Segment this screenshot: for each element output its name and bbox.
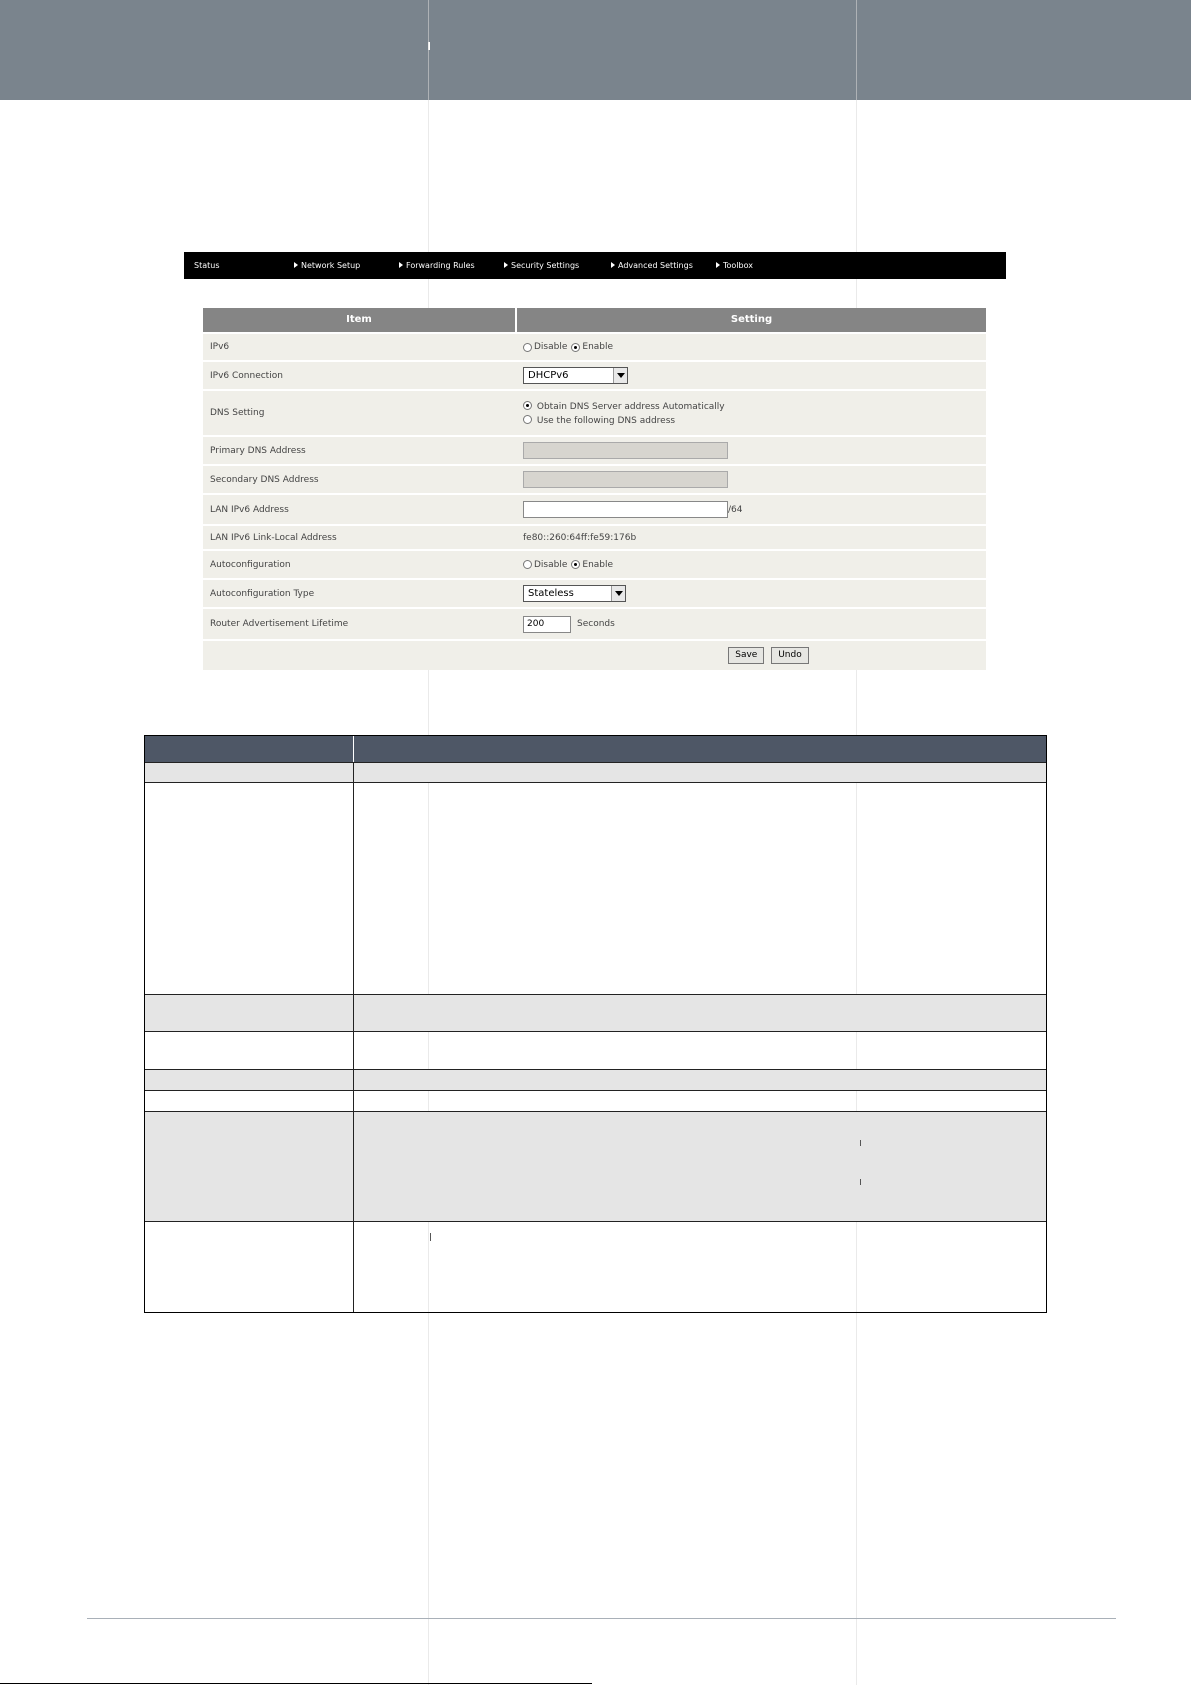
chevron-down-icon (611, 586, 625, 601)
table-row (145, 1032, 1046, 1070)
radio-label: Enable (582, 559, 614, 570)
radio-label: Disable (534, 559, 568, 570)
row-label: IPv6 Connection (210, 370, 283, 381)
radio-label: Obtain DNS Server address Automatically (536, 401, 725, 412)
header-item: Item (346, 314, 372, 325)
nav-item-toolbox[interactable]: Toolbox (716, 252, 753, 279)
row-dns-setting (203, 389, 986, 435)
row-ipv6-connection (203, 360, 986, 389)
nav-item-security-settings[interactable]: Security Settings (504, 252, 579, 279)
settings-table-header (203, 308, 986, 332)
row-ipv6 (203, 332, 986, 360)
triangle-right-icon (294, 262, 298, 268)
footer-rule (87, 1618, 1116, 1619)
nav-item-forwarding-rules[interactable]: Forwarding Rules (399, 252, 475, 279)
text-mark (860, 1140, 861, 1146)
row-label: IPv6 (210, 342, 230, 352)
row-ra-lifetime (203, 607, 986, 639)
nav-item-network-setup[interactable]: Network Setup (294, 252, 360, 279)
row-link-local (203, 524, 986, 549)
row-label: DNS Setting (210, 408, 265, 418)
save-button[interactable]: Save (728, 647, 764, 664)
router-nav-bar (184, 252, 1006, 279)
prefix-suffix: /64 (728, 504, 743, 515)
row-label: Autoconfiguration Type (210, 588, 315, 599)
bottom-rule (0, 1683, 592, 1684)
description-table-header (145, 736, 1046, 763)
table-row (145, 1222, 1046, 1312)
triangle-right-icon (716, 262, 720, 268)
table-row (145, 995, 1046, 1032)
secondary-dns-input[interactable] (523, 471, 728, 488)
row-lan-ipv6-address (203, 493, 986, 524)
radio-label: Use the following DNS address (536, 415, 676, 426)
row-actions (203, 639, 986, 670)
header-band (0, 0, 1191, 100)
ra-lifetime-unit: Seconds (577, 619, 615, 629)
chevron-down-icon (613, 368, 627, 383)
ra-lifetime-input[interactable]: 200 (523, 616, 571, 633)
undo-button[interactable]: Undo (771, 647, 809, 664)
row-label: Autoconfiguration (210, 559, 291, 570)
text-mark (860, 1179, 861, 1185)
table-row (145, 763, 1046, 783)
row-label: Primary DNS Address (210, 445, 306, 456)
row-label: LAN IPv6 Link-Local Address (210, 532, 337, 543)
autoconfig-type-select[interactable] (523, 585, 626, 602)
select-value: DHCPv6 (528, 370, 569, 381)
lan-ipv6-input[interactable] (523, 501, 728, 518)
row-secondary-dns (203, 464, 986, 493)
ipv6-connection-select[interactable] (523, 367, 628, 384)
radio-label: Disable (534, 342, 568, 352)
row-primary-dns (203, 435, 986, 464)
radio-label: Enable (582, 342, 614, 352)
table-row (145, 1070, 1046, 1091)
link-local-value: fe80::260:64ff:fe59:176b (523, 532, 637, 543)
triangle-right-icon (611, 262, 615, 268)
primary-dns-input[interactable] (523, 442, 728, 459)
row-label: Secondary DNS Address (210, 474, 319, 485)
autoconfig-disable-radio[interactable] (523, 560, 532, 569)
autoconfig-enable-radio[interactable] (571, 560, 580, 569)
ipv6-settings-table (203, 308, 986, 670)
row-autoconfiguration (203, 549, 986, 578)
ipv6-enable-radio[interactable] (571, 343, 580, 352)
table-row (145, 783, 1046, 995)
description-table (144, 735, 1047, 1313)
select-value: Stateless (528, 588, 574, 599)
triangle-right-icon (504, 262, 508, 268)
ipv6-disable-radio[interactable] (523, 343, 532, 352)
triangle-right-icon (399, 262, 403, 268)
header-setting: Setting (515, 308, 986, 332)
nav-item-status[interactable]: Status (194, 261, 220, 270)
row-label: LAN IPv6 Address (210, 504, 289, 515)
row-label: Router Advertisement Lifetime (210, 619, 349, 629)
dns-auto-radio[interactable] (523, 401, 532, 410)
nav-item-advanced-settings[interactable]: Advanced Settings (611, 252, 693, 279)
table-row (145, 1091, 1046, 1112)
text-mark (430, 1233, 431, 1241)
row-autoconfiguration-type (203, 578, 986, 607)
table-row (145, 1112, 1046, 1222)
dns-manual-radio[interactable] (523, 415, 532, 424)
